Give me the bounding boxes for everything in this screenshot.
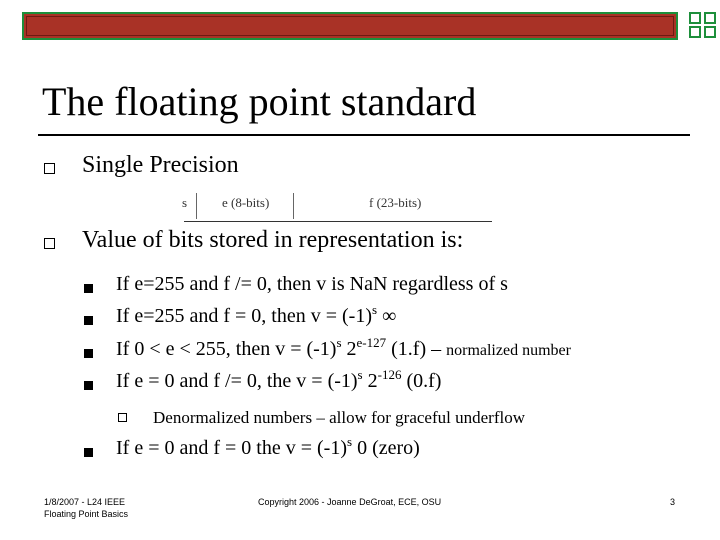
footer-copyright: Copyright 2006 - Joanne DeGroat, ECE, OSU: [258, 497, 442, 507]
banner-square: [689, 26, 701, 38]
hollow-square-bullet-icon: [118, 413, 127, 422]
title-divider: [38, 134, 690, 136]
filled-square-bullet-icon: [84, 316, 93, 325]
filled-square-bullet-icon: [84, 448, 93, 457]
slide-title: The floating point standard: [42, 79, 477, 124]
rule-denormalized: If e = 0 and f /= 0, the $v = (-1)^s$ $2^{-126}$ (0.f): [116, 367, 442, 392]
filled-square-bullet-icon: [84, 349, 93, 358]
rule-nan: If e=255 and f /= 0, then v is NaN regardless of s: [116, 273, 508, 295]
rule-infinity: If e=255 and f = 0, then $v = (-1)^s$ ∞: [116, 302, 397, 327]
sub-bullet-denormalized: Denormalized numbers – allow for graceful underflow: [153, 408, 525, 427]
fraction-field-label: f (23-bits): [369, 195, 422, 210]
banner-square: [689, 12, 701, 24]
sign-field-label: s: [182, 195, 188, 210]
banner-square: [704, 12, 716, 24]
hollow-square-bullet-icon: [44, 238, 55, 249]
banner-square: [704, 26, 716, 38]
banner-bar: [22, 12, 678, 40]
decorative-banner: [22, 12, 708, 40]
bullet-single-precision: Single Precision: [82, 152, 239, 178]
bullet-value-of-bits: Value of bits stored in representation is:: [82, 227, 464, 253]
bit-format-diagram: [176, 193, 492, 223]
hollow-square-bullet-icon: [44, 163, 55, 174]
page-number: 3: [670, 497, 676, 507]
exponent-field-label: e (8-bits): [222, 195, 270, 210]
rule-zero: If e = 0 and f = 0 the $v = (-1)^s$ 0 (zero): [116, 434, 420, 459]
filled-square-bullet-icon: [84, 381, 93, 390]
footer-date: 1/8/2007 - L24 IEEE Floating Point Basics: [44, 497, 129, 519]
filled-square-bullet-icon: [84, 284, 93, 293]
rule-normalized: If 0 < e < 255, then $v = (-1)^s$ 2$^{e-127}$ (1.f) – normalized number: [116, 335, 571, 360]
